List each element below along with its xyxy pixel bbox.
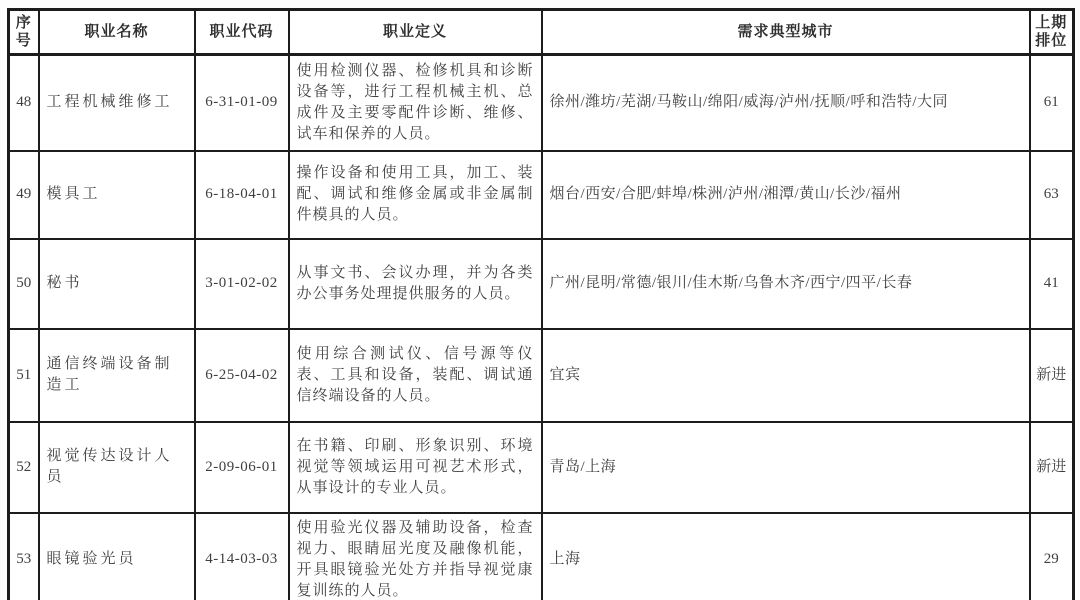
occupation-definition-cell: 操作设备和使用工具，加工、装配、调试和维修金属或非金属制件模具的人员。 (289, 151, 542, 239)
table-row (9, 422, 1074, 513)
occupation-name-cell: 模具工 (39, 151, 195, 239)
occupation-definition-cell: 在书籍、印刷、形象识别、环境视觉等领域运用可视艺术形式，从事设计的专业人员。 (289, 422, 542, 513)
header-serial-number: 序号 (9, 10, 39, 55)
demand-cities-cell: 宜宾 (542, 329, 1030, 422)
serial-number-cell: 49 (9, 151, 39, 239)
header-occupation-name: 职业名称 (39, 10, 195, 55)
occupation-code-cell: 2-09-06-01 (195, 422, 289, 513)
occupation-name-cell: 视觉传达设计人员 (39, 422, 195, 513)
occupation-code-cell: 3-01-02-02 (195, 239, 289, 329)
occupation-code-cell: 6-25-04-02 (195, 329, 289, 422)
serial-number-cell: 51 (9, 329, 39, 422)
table-row (9, 151, 1074, 239)
occupation-code-cell: 6-18-04-01 (195, 151, 289, 239)
occupation-name-cell: 秘书 (39, 239, 195, 329)
demand-cities-cell: 徐州/潍坊/芜湖/马鞍山/绵阳/威海/泸州/抚顺/呼和浩特/大同 (542, 55, 1030, 151)
occupation-definition-cell: 使用检测仪器、检修机具和诊断设备等，进行工程机械主机、总成件及主要零配件诊断、维修、试车和保养的人员。 (289, 55, 542, 151)
header-occupation-definition: 职业定义 (289, 10, 542, 55)
occupation-definition-cell: 使用验光仪器及辅助设备，检查视力、眼睛屈光度及融像机能，开具眼镜验光处方并指导视觉康复训练的人员。 (289, 513, 542, 600)
occupation-definition-cell: 使用综合测试仪、信号源等仪表、工具和设备，装配、调试通信终端设备的人员。 (289, 329, 542, 422)
occupation-ranking-table (7, 8, 1075, 600)
header-typical-demand-cities: 需求典型城市 (542, 10, 1030, 55)
demand-cities-cell: 青岛/上海 (542, 422, 1030, 513)
demand-cities-cell: 烟台/西安/合肥/蚌埠/株洲/泸州/湘潭/黄山/长沙/福州 (542, 151, 1030, 239)
occupation-code-cell: 6-31-01-09 (195, 55, 289, 151)
occupation-name-cell: 通信终端设备制造工 (39, 329, 195, 422)
serial-number-cell: 50 (9, 239, 39, 329)
serial-number-cell: 53 (9, 513, 39, 600)
table-row (9, 55, 1074, 151)
table-row (9, 329, 1074, 422)
previous-rank-cell: 新进 (1030, 329, 1074, 422)
table-row (9, 239, 1074, 329)
serial-number-cell: 52 (9, 422, 39, 513)
previous-rank-cell: 新进 (1030, 422, 1074, 513)
demand-cities-cell: 广州/昆明/常德/银川/佳木斯/乌鲁木齐/西宁/四平/长春 (542, 239, 1030, 329)
occupation-code-cell: 4-14-03-03 (195, 513, 289, 600)
header-occupation-code: 职业代码 (195, 10, 289, 55)
previous-rank-cell: 41 (1030, 239, 1074, 329)
previous-rank-cell: 63 (1030, 151, 1074, 239)
occupation-definition-cell: 从事文书、会议办理，并为各类办公事务处理提供服务的人员。 (289, 239, 542, 329)
demand-cities-cell: 上海 (542, 513, 1030, 600)
table-header (9, 10, 1074, 55)
serial-number-cell: 48 (9, 55, 39, 151)
table-body (9, 55, 1074, 600)
previous-rank-cell: 61 (1030, 55, 1074, 151)
previous-rank-cell: 29 (1030, 513, 1074, 600)
header-previous-rank: 上期排位 (1030, 10, 1074, 55)
occupation-name-cell: 眼镜验光员 (39, 513, 195, 600)
header-row (9, 10, 1074, 55)
table-row (9, 513, 1074, 600)
occupation-name-cell: 工程机械维修工 (39, 55, 195, 151)
